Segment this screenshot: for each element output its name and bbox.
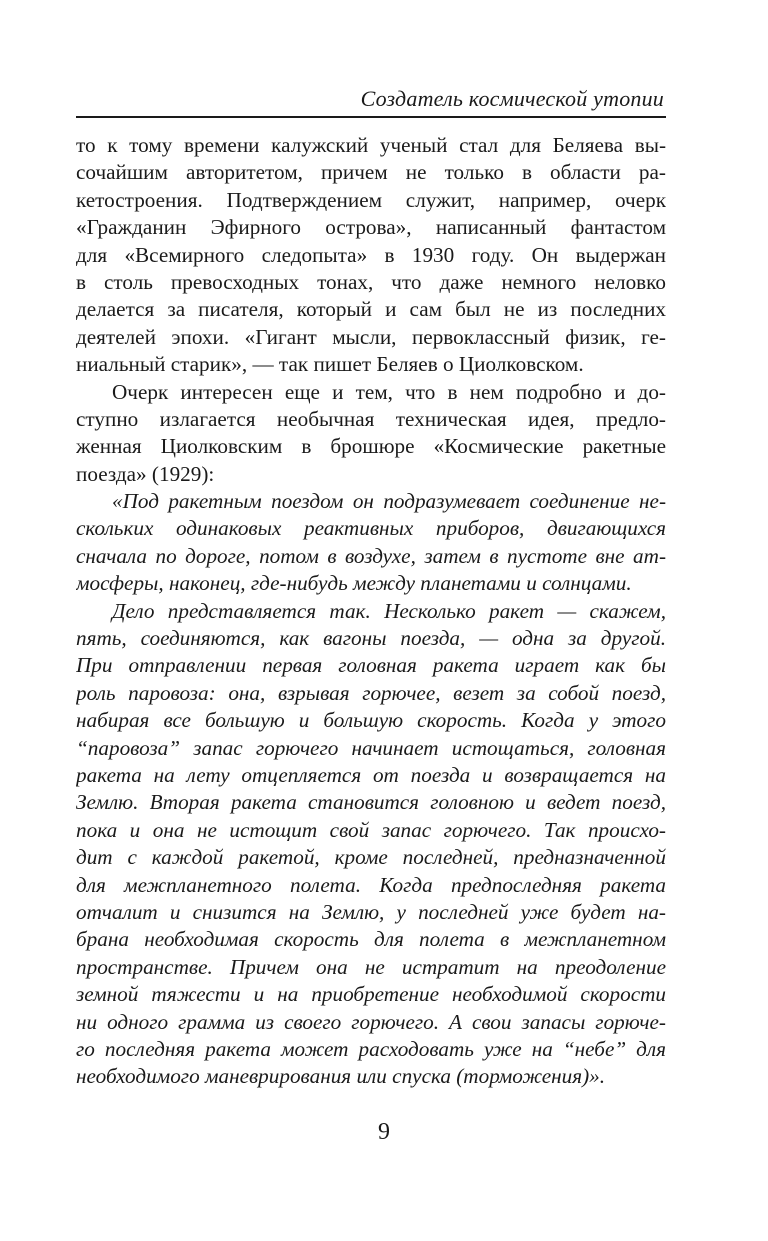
text-line: сначала по дороге, потом в воздухе, затем в пустоте вне ат- (76, 543, 666, 568)
text-line: Очерк интересен еще и тем, что в нем подробно и до- (112, 379, 666, 404)
text-line: ступно излагается необычная техническая идея, предло- (76, 406, 666, 431)
text-line: делается за писателя, который и сам был не из последних (76, 297, 666, 322)
text-line: поезда» (1929): (76, 461, 215, 486)
text-line: Землю. Вторая ракета становится головною и ведет поезд, (76, 790, 666, 815)
text-line: При отправлении первая головная ракета играет как бы (76, 653, 666, 678)
running-header: Создатель космической утопии (360, 86, 664, 111)
text-line: деятелей эпохи. «Гигант мысли, первоклассный физик, ге- (76, 324, 666, 349)
quote-paragraph (76, 488, 666, 598)
text-line: для «Всемирного следопыта» в 1930 году. Он выдержан (76, 242, 666, 267)
text-line: “паровоза” запас горючего начинает истощаться, головная (76, 735, 666, 760)
text-line: для межпланетного полета. Когда предпоследняя ракета (76, 872, 666, 897)
text-line: роль паровоза: она, взрывая горючее, везет за собой поезд, (76, 680, 666, 705)
text-line: кетостроения. Подтверждением служит, например, очерк (76, 187, 666, 212)
text-line: скольких одинаковых реактивных приборов, двигающихся (76, 516, 666, 541)
text-line: сочайшим авторитетом, причем не только в области ра- (76, 160, 666, 185)
paragraph (76, 379, 666, 489)
header-rule (76, 116, 666, 118)
text-line: брана необходимая скорость для полета в межпланетном (76, 927, 666, 952)
text-line: земной тяжести и на приобретение необходимой скорости (76, 982, 666, 1007)
text-line: пять, соединяются, как вагоны поезда, — одна за другой. (76, 626, 666, 651)
page-body (76, 132, 666, 1091)
text-line: отчалит и снизится на Землю, у последней уже будет на- (76, 899, 666, 924)
quote-paragraph (76, 598, 666, 1091)
paragraph (76, 132, 666, 379)
text-line: женная Циолковским в брошюре «Космические ракетные (76, 434, 666, 459)
text-line: мосферы, наконец, где-нибудь между планетами и солнцами. (76, 571, 632, 596)
text-line: пока и она не истощит свой запас горючего. Так происхо- (76, 817, 666, 842)
text-line: ниальный старик», — так пишет Беляев о Циолковском. (76, 352, 584, 377)
text-line: в столь превосходных тонах, что даже немного неловко (76, 269, 666, 294)
text-line: то к тому времени калужский ученый стал для Беляева вы- (76, 133, 666, 157)
text-line: ракета на лету отцепляется от поезда и возвращается на (76, 762, 666, 787)
text-line: дит с каждой ракетой, кроме последней, предназначенной (76, 845, 666, 870)
page-number: 9 (378, 1119, 390, 1145)
text-line: пространстве. Причем она не истратит на преодоление (76, 954, 666, 979)
text-line: Дело представляется так. Несколько ракет — скажем, (112, 598, 666, 623)
text-line: го последняя ракета может расходовать уже на “небе” для (76, 1036, 666, 1061)
text-line: ни одного грамма из своего горючего. А свои запасы горюче- (76, 1009, 666, 1034)
text-line: «Под ракетным поездом он подразумевает соединение не- (112, 489, 666, 514)
text-line: необходимого маневрирования или спуска (торможения)». (76, 1064, 606, 1089)
text-line: набирая все большую и большую скорость. Когда у этого (76, 708, 666, 733)
text-line: «Гражданин Эфирного острова», написанный фантастом (76, 215, 666, 240)
